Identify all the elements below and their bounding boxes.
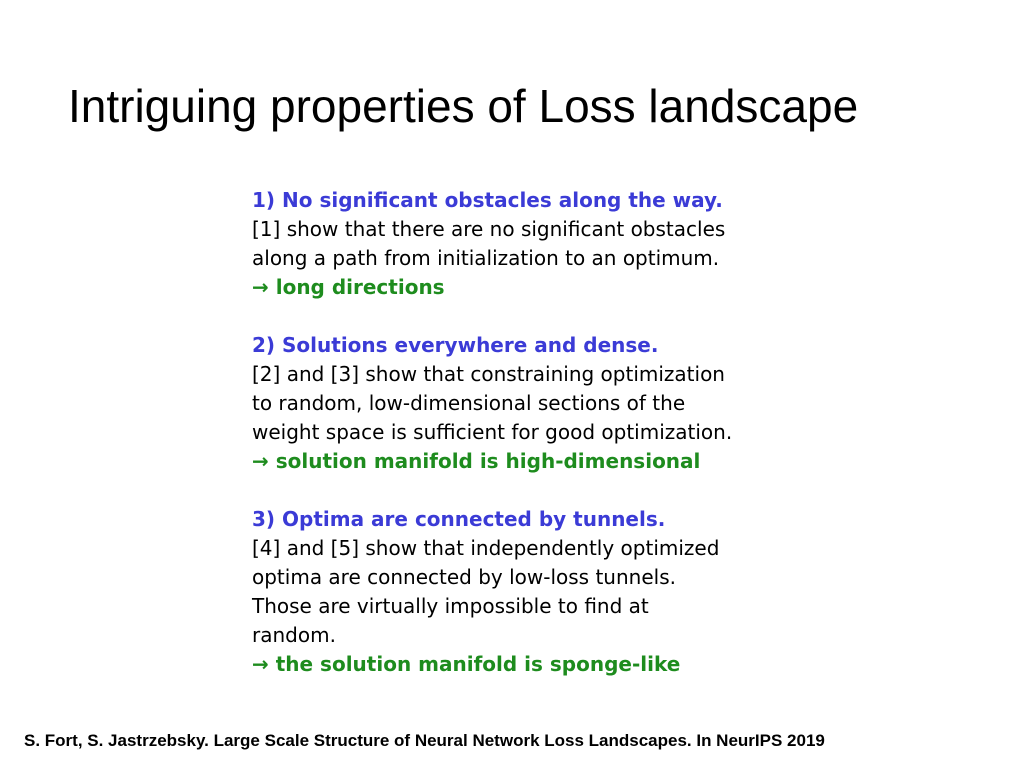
property-block-3 <box>252 505 792 679</box>
property-conclusion: → long directions <box>252 275 445 299</box>
property-heading: 2) Solutions everywhere and dense. <box>252 333 659 357</box>
citation: S. Fort, S. Jastrzebsky. Large Scale Structure of Neural Network Loss Landscapes. In NeurIPS 2019 <box>24 731 825 750</box>
property-text-line: optima are connected by low-loss tunnels. <box>252 565 676 589</box>
property-text-line: random. <box>252 623 336 647</box>
property-heading: 3) Optima are connected by tunnels. <box>252 507 666 531</box>
property-text-line: weight space is sufficient for good optimization. <box>252 420 733 444</box>
property-block-1 <box>252 186 792 302</box>
property-text-line: [1] show that there are no significant obstacles <box>252 217 726 241</box>
property-text-line: Those are virtually impossible to find at <box>252 594 649 618</box>
property-conclusion: → solution manifold is high-dimensional <box>252 449 701 473</box>
property-text-line: to random, low-dimensional sections of the <box>252 391 686 415</box>
property-text-line: [4] and [5] show that independently optimized <box>252 536 720 560</box>
slide-title: Intriguing properties of Loss landscape <box>68 80 859 132</box>
property-text-line: [2] and [3] show that constraining optimization <box>252 362 725 386</box>
properties-list <box>252 186 792 679</box>
property-conclusion: → the solution manifold is sponge-like <box>252 652 681 676</box>
property-heading: 1) No significant obstacles along the way. <box>252 188 723 212</box>
property-block-2 <box>252 331 792 476</box>
property-text-line: along a path from initialization to an optimum. <box>252 246 720 270</box>
